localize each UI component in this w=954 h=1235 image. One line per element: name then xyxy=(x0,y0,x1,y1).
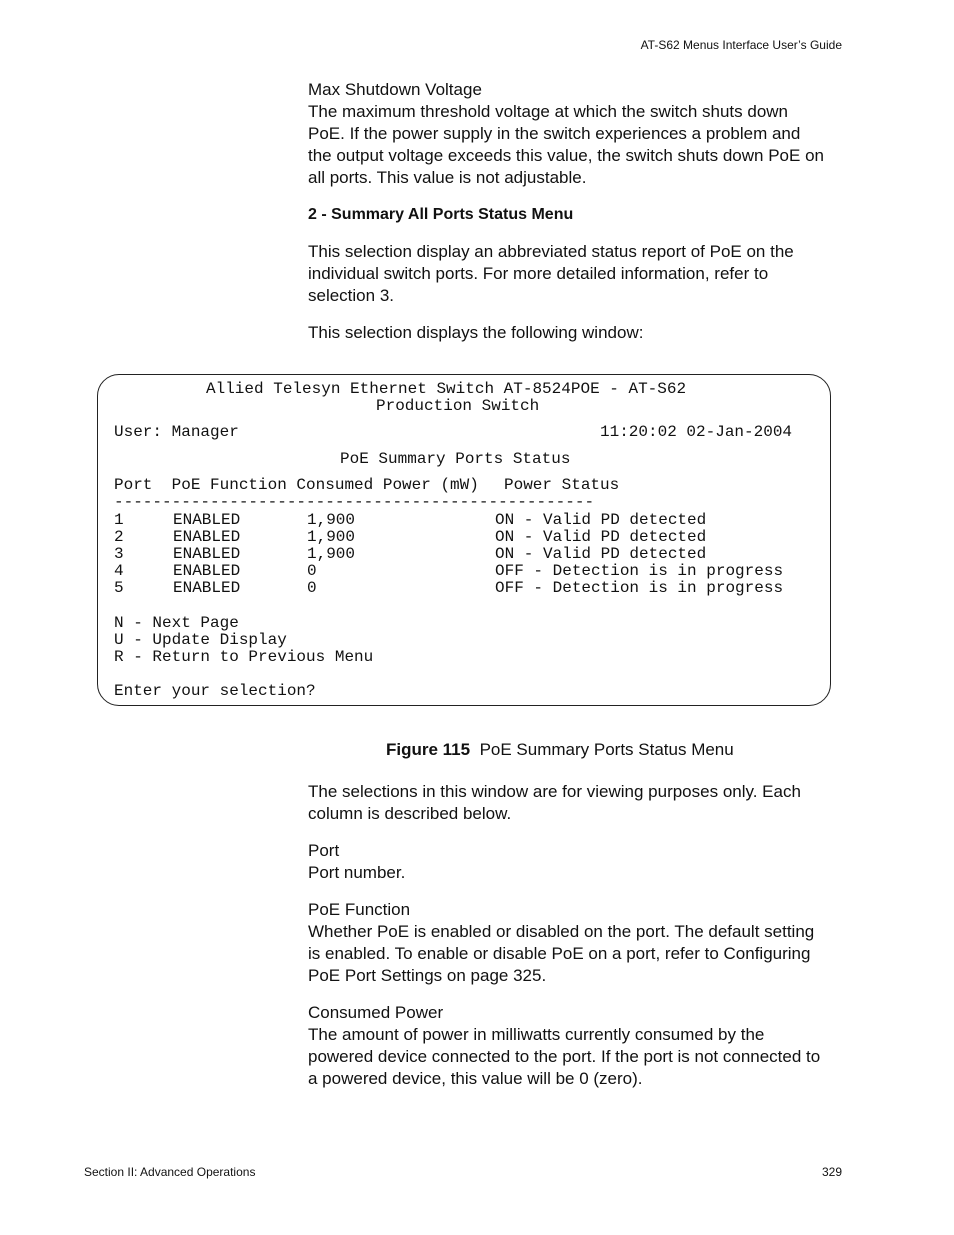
row-status: OFF - Detection is in progress xyxy=(495,562,784,580)
page-number: 329 xyxy=(821,1165,842,1179)
row-power: 0 xyxy=(307,562,317,580)
intro-paragraph: This selection display an abbreviated status report of PoE on the individual switch ports. For more detailed information, refer to selection 3. xyxy=(308,242,794,305)
row-function: ENABLED xyxy=(173,562,241,580)
row-function: ENABLED xyxy=(173,528,241,546)
intro-paragraph-window: This selection displays the following window: xyxy=(308,323,644,342)
definition-term: Max Shutdown Voltage xyxy=(308,80,482,99)
section-heading: 2 - Summary All Ports Status Menu xyxy=(308,206,574,223)
row-power: 1,900 xyxy=(307,511,356,529)
terminal-column-header: Port PoE Function Consumed Power (mW) xyxy=(114,476,479,494)
terminal-prompt: Enter your selection? xyxy=(114,682,316,700)
definition-consumed-power xyxy=(308,1002,828,1090)
definition-desc: Whether PoE is enabled or disabled on the port. The default setting is enabled. To enable or disable PoE on a port, refer to Configuring PoE Port Settings on page 325. xyxy=(308,922,815,985)
row-port: 3 xyxy=(114,545,124,563)
terminal-datetime: 11:20:02 02-Jan-2004 xyxy=(600,423,793,441)
definition-desc: The maximum threshold voltage at which the switch shuts down PoE. If the power supply in the switch experiences a problem and the output voltage exceeds this value, the switch shuts down PoE on all ports. This value is not adjustable. xyxy=(308,102,824,187)
menu-option-return: R - Return to Previous Menu xyxy=(114,648,374,666)
row-power: 1,900 xyxy=(307,528,356,546)
menu-option-update-display: U - Update Display xyxy=(114,631,287,649)
running-header: AT-S62 Menus Interface User’s Guide xyxy=(640,38,842,52)
terminal-user: User: Manager xyxy=(114,423,239,441)
row-status: ON - Valid PD detected xyxy=(495,528,707,546)
terminal-subtitle: Production Switch xyxy=(376,397,540,415)
footer-section: Section II: Advanced Operations xyxy=(84,1165,256,1179)
terminal-title: Allied Telesyn Ethernet Switch AT-8524POE - AT-S62 xyxy=(206,380,687,398)
definition-desc: The amount of power in milliwatts currently consumed by the powered device connected to the port. If the port is not connected to a powered device, this value will be 0 (zero). xyxy=(308,1025,821,1088)
row-port: 2 xyxy=(114,528,124,546)
terminal-window xyxy=(97,374,831,706)
definition-poe-function xyxy=(308,899,828,987)
figure-caption xyxy=(386,740,734,760)
figure-label: Figure 115 xyxy=(386,740,471,759)
definition-term: Port xyxy=(308,841,340,860)
row-status: OFF - Detection is in progress xyxy=(495,579,784,597)
row-port: 1 xyxy=(114,511,124,529)
definition-port xyxy=(308,840,828,884)
definition-term: Consumed Power xyxy=(308,1003,444,1022)
terminal-column-status: Power Status xyxy=(504,476,620,494)
terminal-screen-title: PoE Summary Ports Status xyxy=(340,450,571,468)
max-shutdown-definition xyxy=(308,79,828,189)
row-function: ENABLED xyxy=(173,511,241,529)
menu-option-next-page: N - Next Page xyxy=(114,614,239,632)
row-function: ENABLED xyxy=(173,579,241,597)
row-port: 5 xyxy=(114,579,124,597)
row-function: ENABLED xyxy=(173,545,241,563)
terminal-divider: -------------------------------------------------- xyxy=(114,493,595,511)
columns-intro: The selections in this window are for viewing purposes only. Each column is described below. xyxy=(308,782,801,823)
row-status: ON - Valid PD detected xyxy=(495,511,707,529)
definition-desc: Port number. xyxy=(308,863,406,882)
figure-title: PoE Summary Ports Status Menu xyxy=(479,740,734,759)
row-status: ON - Valid PD detected xyxy=(495,545,707,563)
row-port: 4 xyxy=(114,562,124,580)
definition-term: PoE Function xyxy=(308,900,411,919)
row-power: 1,900 xyxy=(307,545,356,563)
row-power: 0 xyxy=(307,579,317,597)
